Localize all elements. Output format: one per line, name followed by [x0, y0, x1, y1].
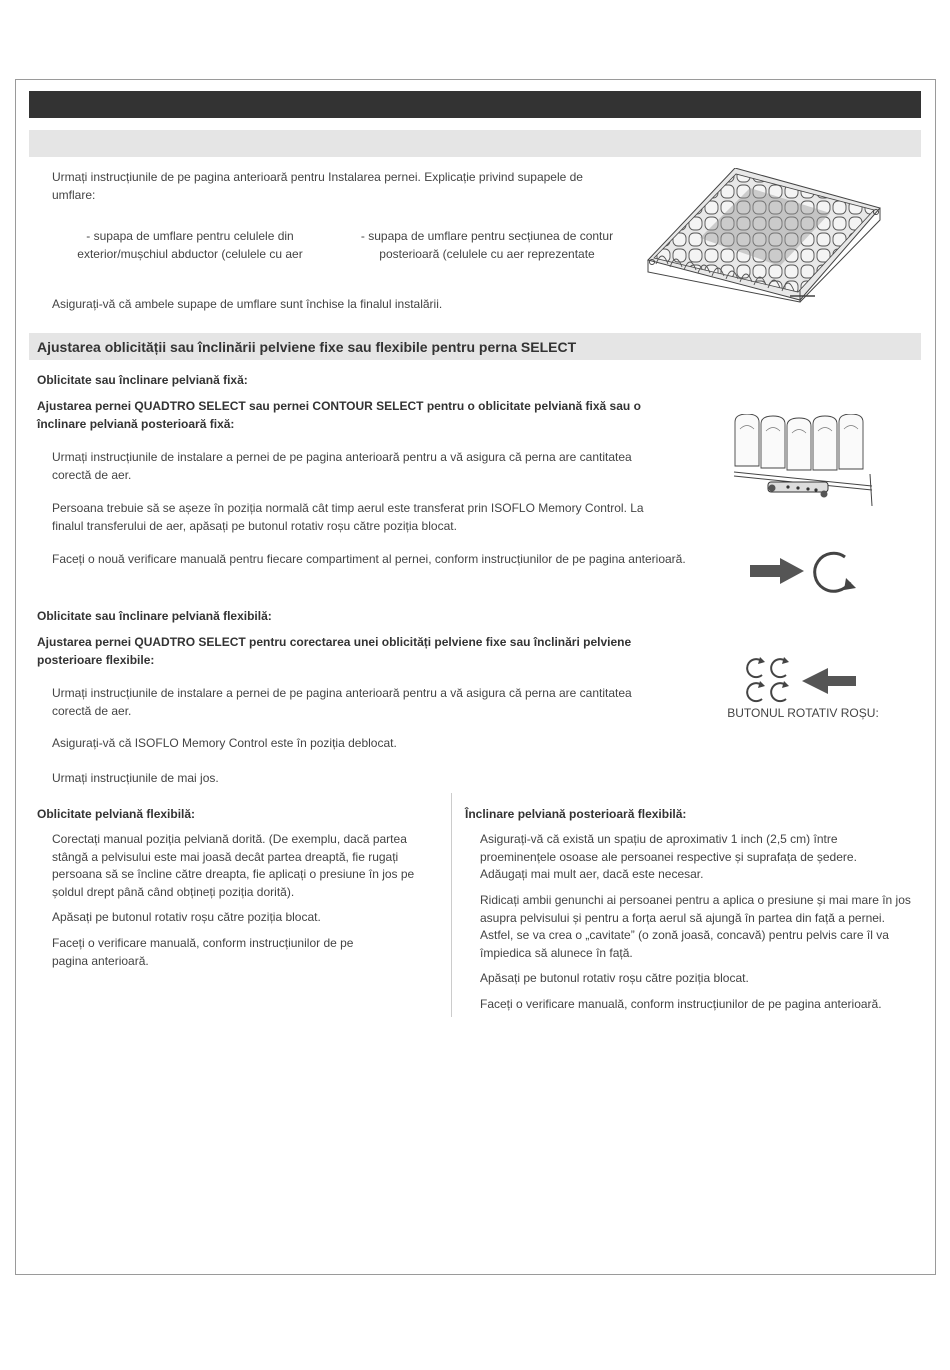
flexible-paragraph-2: Asigurați-vă că ISOFLO Memory Control este în poziția deblocat. — [52, 736, 397, 750]
valve-right-text: - supapa de umflare pentru secțiunea de contur posterioară (celulele cu aer reprezentate — [360, 229, 614, 261]
subheader-bar — [29, 130, 921, 157]
right-column-paragraph-3: Apăsați pe butonul rotativ roșu către poziția blocat. — [480, 971, 749, 985]
left-column-paragraph-2: Apăsați pe butonul rotativ roșu către poziția blocat. — [52, 910, 321, 924]
right-column-paragraph-2: Ridicați ambii genunchi ai persoanei pentru a aplica o presiune și mai mare în jos asupra pelvisului și pentru a forța aerul să ajungă în partea din față a pernei. Astfel, se va crea o „cavitate” (o zonă joasă, concavă) pentru pelvis care îl va împiedica să alunece în față. — [480, 893, 911, 960]
valve-left-text: - supapa de umflare pentru celulele din exterior/mușchiul abductor (celulele cu aer — [77, 229, 303, 261]
flexible-subheading: Ajustarea pernei QUADTRO SELECT pentru corectarea unei oblicități pelviene fixe sau înclinări pelviene posterioare flexibile: — [37, 635, 632, 667]
flexible-heading: Oblicitate sau înclinare pelviană flexibilă: — [37, 609, 272, 623]
cushion-illustration — [640, 168, 885, 303]
left-column-paragraph-3: Faceți o verificare manuală, conform instrucțiunilor de pe pagina anterioară. — [52, 936, 354, 968]
fixed-paragraph-3: Faceți o nouă verificare manuală pentru fiecare compartiment al pernei, conform instrucțiunilor de pe pagina anterioară. — [52, 552, 686, 566]
section-title: Ajustarea oblicității sau înclinării pelviene fixe sau flexibile pentru perna SELECT — [29, 333, 921, 360]
fixed-paragraph-1: Urmați instrucțiunile de instalare a pernei de pe pagina anterioară pentru a vă asigura că perna are cantitatea corectă de aer. — [52, 450, 632, 482]
header-bar — [29, 91, 921, 118]
left-column-paragraph-1: Corectați manual poziția pelviană dorită. (De exemplu, dacă partea stângă a pelvisului este mai joasă decât partea dreaptă, fie rugați persoana să se încline către dreapta, fie aplicați o presiune în jos pe șoldul drept până când obțineți poziția dorită). — [52, 832, 415, 899]
unlock-rotation-icon — [746, 656, 861, 704]
flexible-paragraph-1: Urmați instrucțiunile de instalare a pernei de pe pagina anterioară pentru a vă asigura că perna are cantitatea corectă de aer. — [52, 686, 632, 718]
intro-ensure-text: Asigurați-vă că ambele supape de umflare sunt închise la finalul instalării. — [52, 297, 443, 311]
column-divider — [451, 793, 452, 1017]
memory-control-illustration — [732, 414, 874, 510]
right-column-heading: Înclinare pelviană posterioară flexibilă: — [465, 807, 687, 821]
right-column-paragraph-4: Faceți o verificare manuală, conform instrucțiunilor de pe pagina anterioară. — [480, 997, 882, 1011]
fixed-subheading: Ajustarea pernei QUADTRO SELECT sau pernei CONTOUR SELECT pentru o oblicitate pelviană fixă sau o înclinare pelviană posterioară fixă: — [37, 399, 641, 431]
fixed-heading: Oblicitate sau înclinare pelviană fixă: — [37, 373, 248, 387]
intro-text: Urmați instrucțiunile de pe pagina anterioară pentru Instalarea pernei. Explicație privind supapele de umflare: — [52, 170, 583, 202]
lock-rotation-icon — [748, 548, 863, 596]
fixed-paragraph-2: Persoana trebuie să se așeze în poziția normală cât timp aerul este transferat prin ISOFLO Memory Control. La finalul transferului de aer, apăsați pe butonul rotativ roșu către poziția blocat. — [52, 501, 644, 533]
right-column-paragraph-1: Asigurați-vă că există un spațiu de aproximativ 1 inch (2,5 cm) între proeminențele osoase ale persoanei respective și suprafața de ședere. Adăugați mai mult aer, dacă este necesar. — [480, 832, 857, 881]
red-knob-caption: BUTONUL ROTATIV ROȘU: — [727, 706, 879, 720]
flexible-paragraph-3: Urmați instrucțiunile de mai jos. — [52, 771, 219, 785]
left-column-heading: Oblicitate pelviană flexibilă: — [37, 807, 196, 821]
